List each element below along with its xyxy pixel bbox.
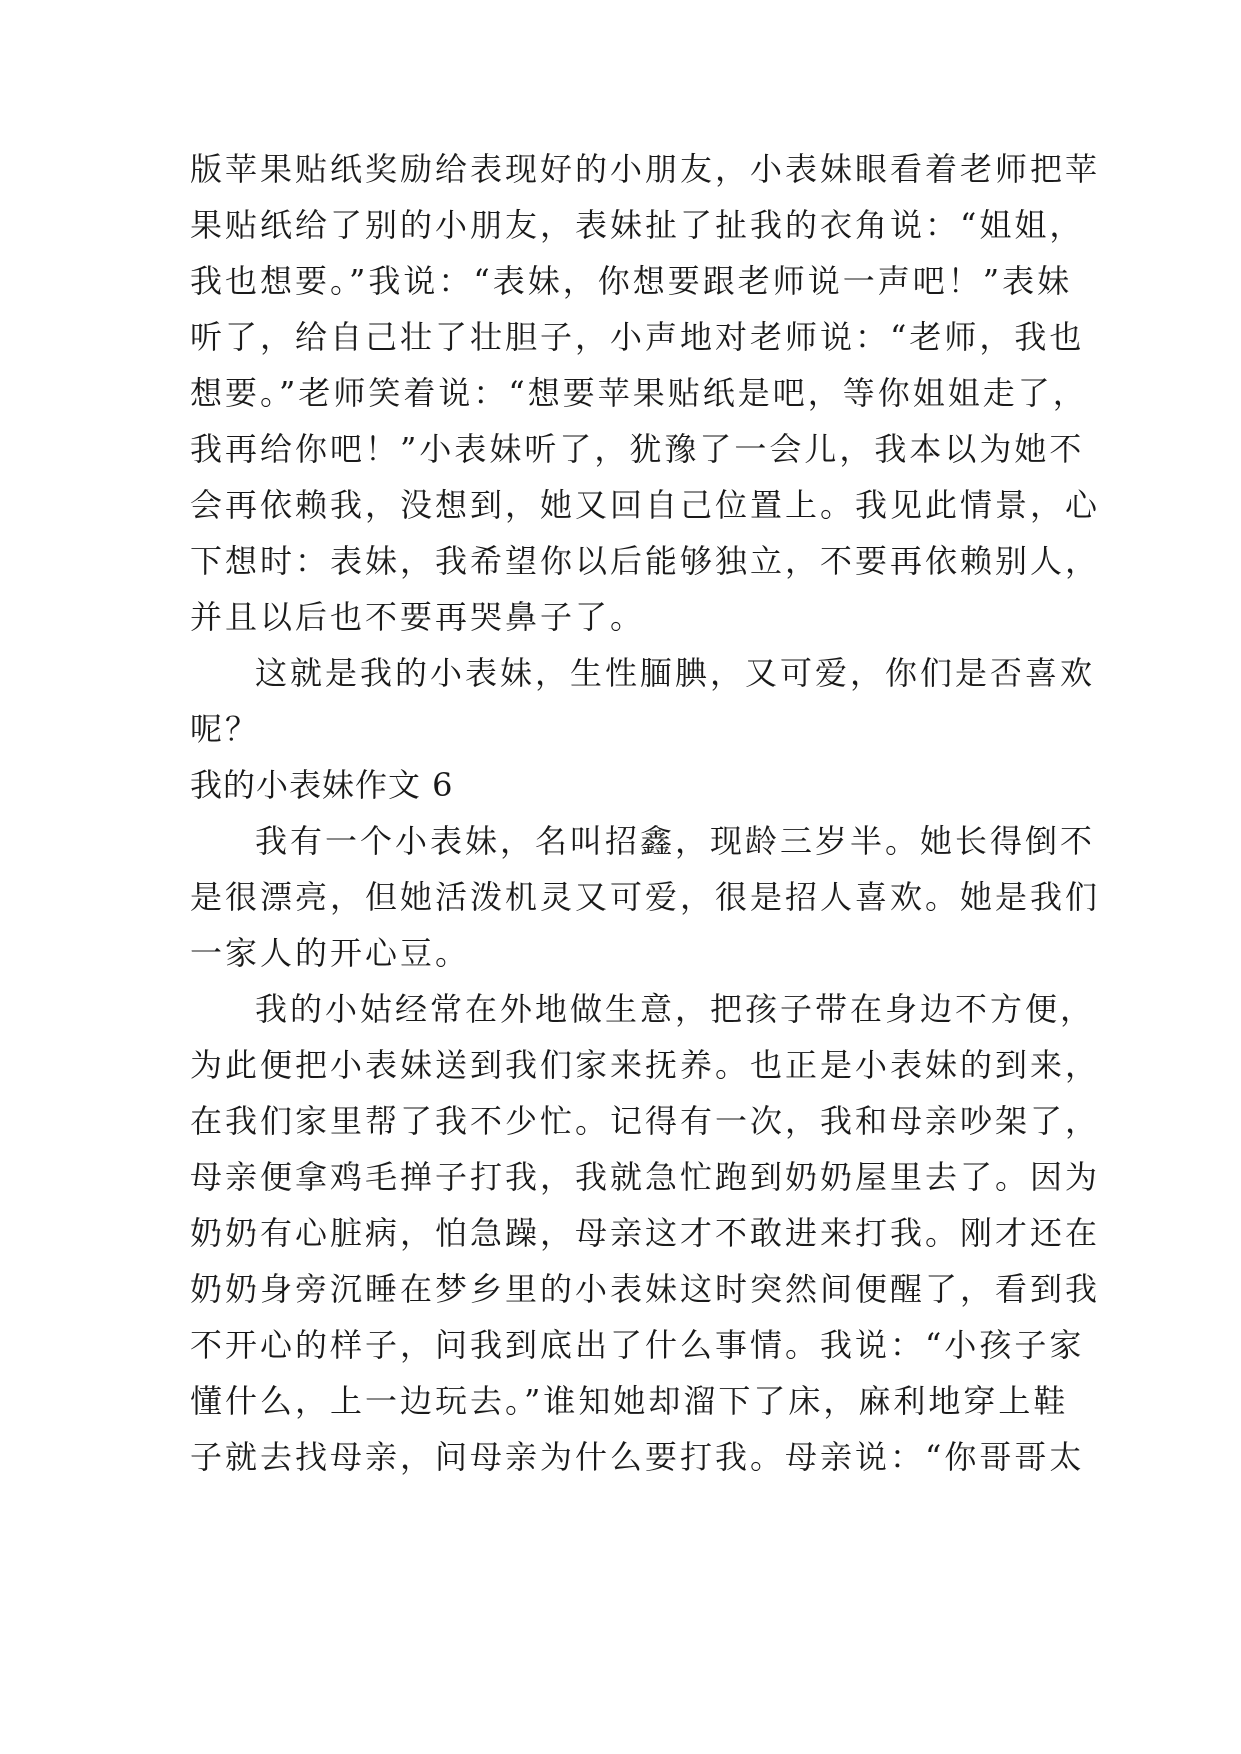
section-heading: 我的小表妹作文 6	[190, 766, 454, 804]
text-line: 懂什么，上一边玩去。”谁知她却溜下了床，麻利地穿上鞋	[190, 1382, 1069, 1420]
text-line: 呢？	[190, 710, 261, 748]
text-line: 版苹果贴纸奖励给表现好的小朋友，小表妹眼看着老师把苹	[190, 150, 1101, 188]
text-line: 一家人的开心豆。	[190, 934, 471, 972]
text-line: 在我们家里帮了我不少忙。记得有一次，我和母亲吵架了，	[190, 1102, 1101, 1140]
text-line: 听了，给自己壮了壮胆子，小声地对老师说：“老师，我也	[190, 318, 1085, 356]
text-line: 奶奶身旁沉睡在梦乡里的小表妹这时突然间便醒了，看到我	[190, 1270, 1101, 1308]
text-line: 子就去找母亲，问母亲为什么要打我。母亲说：“你哥哥太	[190, 1438, 1085, 1476]
text-line: 我也想要。”我说：“表妹，你想要跟老师说一声吧！”表妹	[190, 262, 1073, 300]
paragraph-first-line: 我有一个小表妹，名叫招鑫，现龄三岁半。她长得倒不	[255, 822, 1096, 860]
text-line: 为此便把小表妹送到我们家来抚养。也正是小表妹的到来，	[190, 1046, 1101, 1084]
paragraph-first-line: 这就是我的小表妹，生性腼腆，又可爱，你们是否喜欢	[255, 654, 1096, 692]
text-line: 果贴纸给了别的小朋友，表妹扯了扯我的衣角说：“姐姐，	[190, 206, 1085, 244]
paragraph-first-line: 我的小姑经常在外地做生意，把孩子带在身边不方便，	[255, 990, 1096, 1028]
text-line: 是很漂亮，但她活泼机灵又可爱，很是招人喜欢。她是我们	[190, 878, 1101, 916]
text-line: 下想时：表妹，我希望你以后能够独立，不要再依赖别人，	[190, 542, 1101, 580]
text-line: 我再给你吧！”小表妹听了，犹豫了一会儿，我本以为她不	[190, 430, 1085, 468]
text-line: 想要。”老师笑着说：“想要苹果贴纸是吧，等你姐姐走了，	[190, 374, 1088, 412]
text-line: 母亲便拿鸡毛掸子打我，我就急忙跑到奶奶屋里去了。因为	[190, 1158, 1101, 1196]
text-line: 并且以后也不要再哭鼻子了。	[190, 598, 646, 636]
text-line: 不开心的样子，问我到底出了什么事情。我说：“小孩子家	[190, 1326, 1085, 1364]
text-line: 会再依赖我，没想到，她又回自己位置上。我见此情景，心	[190, 486, 1101, 524]
text-line: 奶奶有心脏病，怕急躁，母亲这才不敢进来打我。刚才还在	[190, 1214, 1101, 1252]
